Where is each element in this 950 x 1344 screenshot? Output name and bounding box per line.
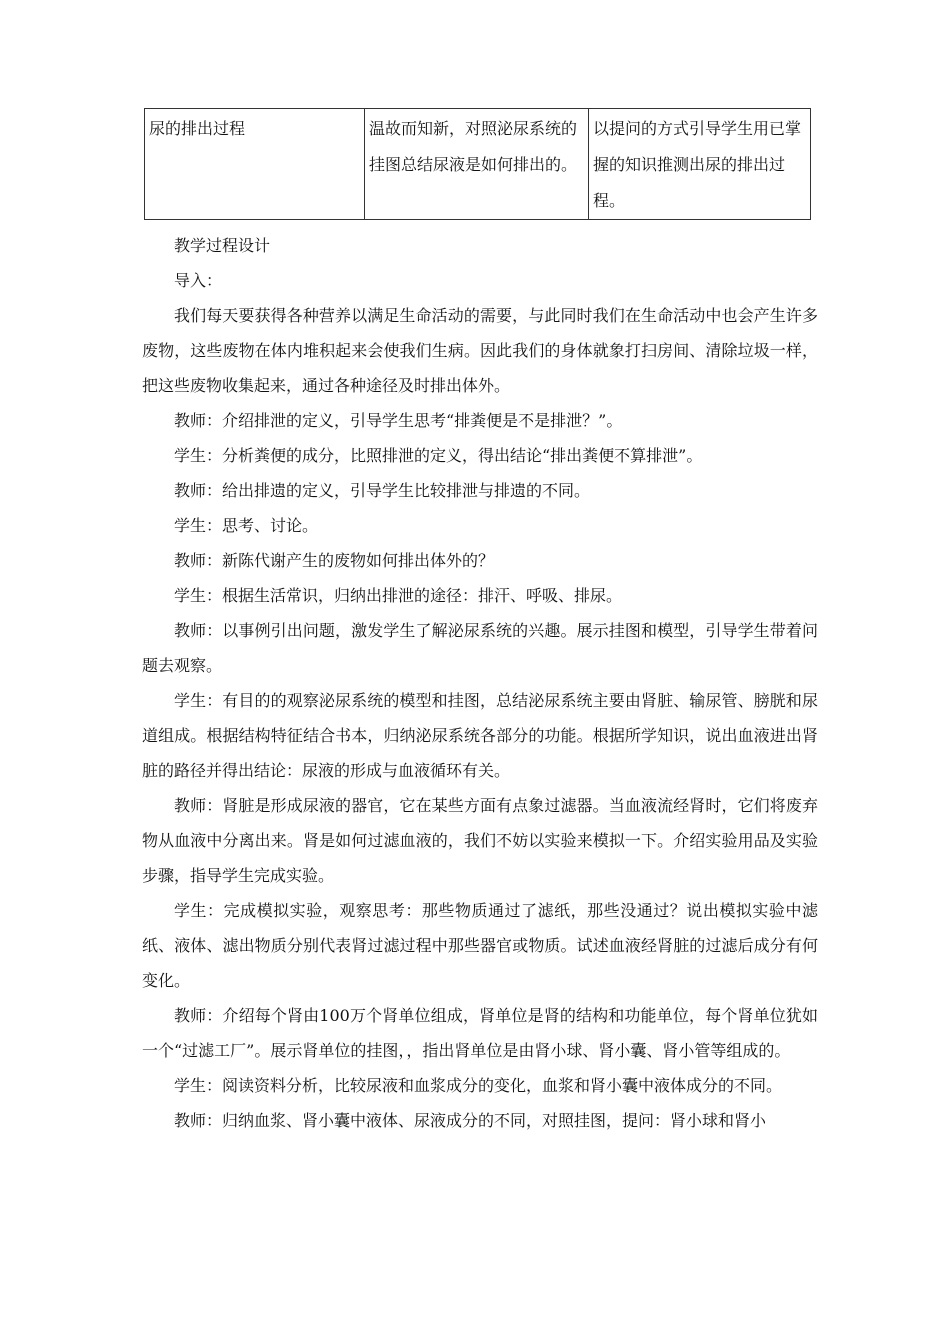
paragraph: 教师：肾脏是形成尿液的器官，它在某些方面有点象过滤器。当血液流经肾时，它们将废弃物从血液中分离出来。肾是如何过滤血液的，我们不妨以实验来模拟一下。介绍实验用品及实验步骤，指导学生完成实验。 bbox=[142, 796, 818, 885]
paragraph: 教师：新陈代谢产生的废物如何排出体外的？ bbox=[174, 551, 495, 570]
table-cell: 尿的排出过程 bbox=[145, 109, 365, 220]
lesson-table bbox=[144, 108, 811, 220]
paragraph: 学生：有目的的观察泌尿系统的模型和挂图，总结泌尿系统主要由肾脏、输尿管、膀胱和尿道组成。根据结构特征结合书本，归纳泌尿系统各部分的功能。根据所学知识，说出血液进出肾脏的路径并得出结论：尿液的形成与血液循环有关。 bbox=[142, 691, 818, 780]
paragraph: 教师：给出排遗的定义，引导学生比较排泄与排遗的不同。 bbox=[174, 481, 591, 500]
paragraph: 学生：阅读资料分析，比较尿液和血浆成分的变化，血浆和肾小囊中液体成分的不同。 bbox=[174, 1076, 783, 1095]
paragraph: 教师：介绍每个肾由100万个肾单位组成，肾单位是肾的结构和功能单位，每个肾单位犹如一个“过滤工厂”。展示肾单位的挂图，，指出肾单位是由肾小球、肾小囊、肾小管等组成的。 bbox=[142, 1006, 818, 1060]
table-row bbox=[145, 109, 811, 220]
body-text bbox=[142, 228, 818, 1138]
paragraph: 我们每天要获得各种营养以满足生命活动的需要，与此同时我们在生命活动中也会产生许多废物，这些废物在体内堆积起来会使我们生病。因此我们的身体就象打扫房间、清除垃圾一样，把这些废物收集起来，通过各种途径及时排出体外。 bbox=[142, 306, 818, 395]
table-cell: 以提问的方式引导学生用已掌握的知识推测出尿的排出过程。 bbox=[589, 109, 811, 220]
paragraph: 教师：归纳血浆、肾小囊中液体、尿液成分的不同，对照挂图，提问：肾小球和肾小 bbox=[174, 1111, 767, 1130]
paragraph: 学生：根据生活常识，归纳出排泄的途径：排汗、呼吸、排尿。 bbox=[174, 586, 623, 605]
table-cell: 温故而知新，对照泌尿系统的挂图总结尿液是如何排出的。 bbox=[365, 109, 589, 220]
paragraph: 学生：思考、讨论。 bbox=[174, 516, 319, 535]
paragraph: 教师：介绍排泄的定义，引导学生思考“排粪便是不是排泄？”。 bbox=[174, 411, 623, 430]
paragraph: 学生：分析粪便的成分，比照排泄的定义，得出结论“排出粪便不算排泄”。 bbox=[174, 446, 703, 465]
section-heading: 教学过程设计 bbox=[174, 236, 271, 255]
paragraph: 学生：完成模拟实验，观察思考：那些物质通过了滤纸，那些没通过？说出模拟实验中滤纸、液体、滤出物质分别代表肾过滤过程中那些器官或物质。试述血液经肾脏的过滤后成分有何变化。 bbox=[142, 901, 818, 990]
paragraph: 教师：以事例引出问题，激发学生了解泌尿系统的兴趣。展示挂图和模型，引导学生带着问题去观察。 bbox=[142, 621, 818, 675]
subheading: 导入： bbox=[174, 271, 223, 290]
